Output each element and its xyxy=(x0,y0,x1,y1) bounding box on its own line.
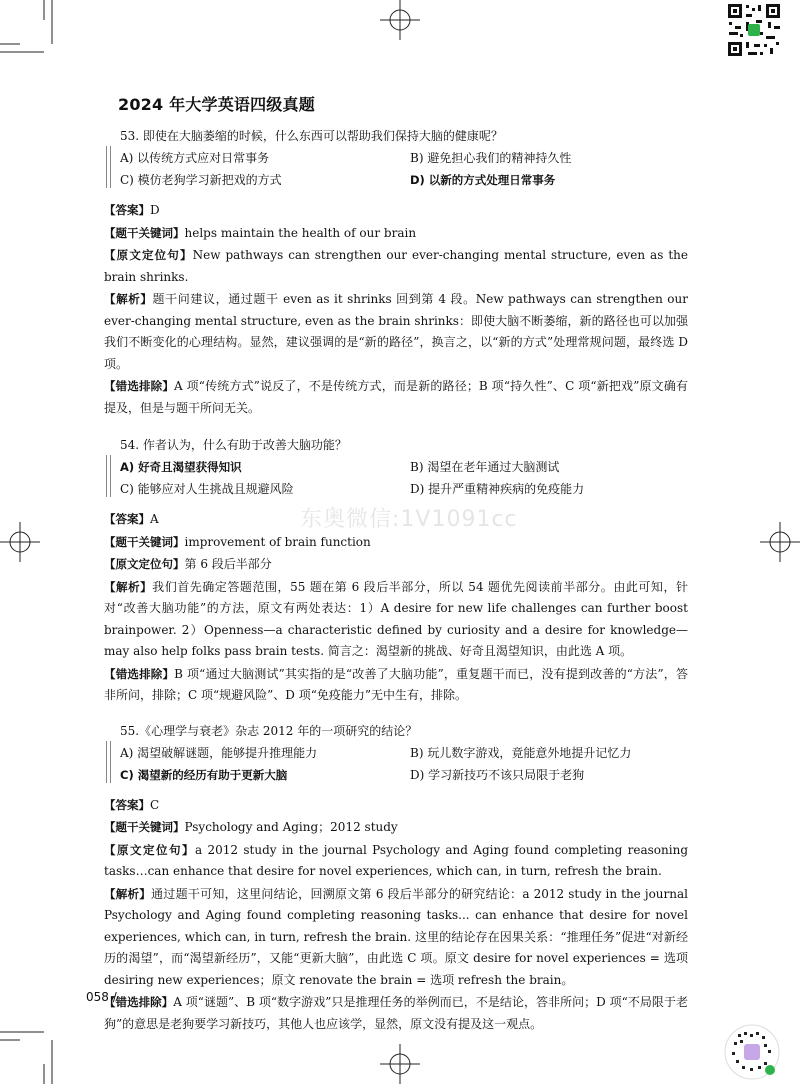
keyword-value: helps maintain the health of our brain xyxy=(184,225,417,240)
watermark: 东奥微信:1V1091cc xyxy=(300,507,518,532)
question xyxy=(104,126,688,190)
answer-line xyxy=(104,795,688,817)
answer-label: 【答案】 xyxy=(104,797,150,812)
option-d: D) 提升严重精神疾病的免疫能力 xyxy=(410,482,585,496)
analysis-label: 【解析】 xyxy=(104,292,153,306)
options xyxy=(120,457,688,499)
locate-line xyxy=(104,840,688,883)
options xyxy=(120,148,688,190)
keyword-line xyxy=(104,532,688,554)
eliminate-line xyxy=(104,376,688,419)
keyword-line xyxy=(104,223,688,245)
question-block xyxy=(104,721,688,1036)
locate-label: 【原文定位句】 xyxy=(104,248,193,262)
option-a-correct: A) 好奇且渴望获得知识 xyxy=(120,460,242,474)
page-number: 058 / xyxy=(86,990,117,1004)
answer-line xyxy=(104,509,688,531)
answer-label: 【答案】 xyxy=(104,203,150,217)
question xyxy=(104,435,688,499)
locate-value: 第 6 段后半部分 xyxy=(184,557,272,571)
keyword-label: 【题干关键词】 xyxy=(104,820,185,834)
options xyxy=(120,743,688,785)
option-b: B) 避免担心我们的精神持久性 xyxy=(410,151,572,165)
answer-value: D xyxy=(150,203,160,217)
question-block xyxy=(104,435,688,707)
analysis-line xyxy=(104,884,688,992)
locate-line xyxy=(104,554,688,576)
locate-value: New pathways can strengthen our ever-changing mental structure, even as the brain shrinks. xyxy=(104,248,688,284)
locate-label: 【原文定位句】 xyxy=(104,557,185,571)
option-a: A) 渴望破解谜题，能够提升推理能力 xyxy=(120,745,318,760)
eliminate-label: 【错选排除】 xyxy=(104,995,174,1009)
locate-label: 【原文定位句】 xyxy=(104,842,196,857)
analysis-value: 题干问建议，通过题干 even as it shrinks 回到第 4 段。New pathways can strengthen our ever-changing mental structure, even as the brain shrinks：即使大脑不断萎缩，新的路径也可以加强我们不断变化的心理结构。显然，建议强调的是“新的路径”，换言之，以“新的方式”处理常规问题，最终选 D 项。 xyxy=(104,292,688,371)
qr-code-icon xyxy=(724,1024,780,1080)
content xyxy=(104,126,688,1035)
option-a: A) 以传统方式应对日常事务 xyxy=(120,151,270,165)
keyword-value: Psychology and Aging；2012 study xyxy=(184,820,398,834)
analysis-value: 我们首先确定答题范围，55 题在第 6 段后半部分，所以 54 题优先阅读前半部分。由此可知，针对“改善大脑功能”的方法，原文有两处表达：1）A desire for new life challenges can further boost brainpower. 2）Openness—a characteristic defined by curiosity and a desire for knowledge—may also help folks pass brain tests. 简言之：渴望新的挑战、好奇且渴望知识，由此选 A 项。 xyxy=(104,579,689,658)
eliminate-value: A 项“谜题”、B 项“数字游戏”只是推理任务的举例而已，不是结论，答非所问；D 项“不局限于老狗”的意思是老狗要学习新技巧，其他人也应该学，显然，原文没有提及这一观点。 xyxy=(104,995,688,1031)
analysis-line xyxy=(104,289,688,375)
answer-value: A xyxy=(150,512,159,526)
question xyxy=(104,721,688,785)
option-b: B) 渴望在老年通过大脑测试 xyxy=(410,460,560,474)
question-block xyxy=(104,126,688,419)
eliminate-label: 【错选排除】 xyxy=(104,666,175,681)
answer-label: 【答案】 xyxy=(104,512,150,526)
option-c: C) 模仿老狗学习新把戏的方式 xyxy=(120,173,282,187)
eliminate-value: A 项“传统方式”说反了，不是传统方式，而是新的路径；B 项“持久性”、C 项“新把戏”原文确有提及，但是与题干所问无关。 xyxy=(104,379,689,415)
locate-value: a 2012 study in the journal Psychology and Aging found completing reasoning tasks…can enhance that desire for novel experiences, which can, in turn, refresh the brain. xyxy=(104,842,689,878)
keyword-label: 【题干关键词】 xyxy=(104,225,185,240)
keyword-value: improvement of brain function xyxy=(184,534,371,549)
question-stem: 53. 即使在大脑萎缩的时候，什么东西可以帮助我们保持大脑的健康呢？ xyxy=(120,129,503,143)
keyword-label: 【题干关键词】 xyxy=(104,534,185,549)
qr-code-icon xyxy=(726,2,782,58)
eliminate-value: B 项“通过大脑测试”其实指的是“改善了大脑功能”，重复题干而已，没有提到改善的“方法”，答非所问，排除；C 项“规避风险”、D 项“免疫能力”无中生有，排除。 xyxy=(104,666,689,702)
eliminate-line xyxy=(104,992,688,1035)
eliminate-line xyxy=(104,664,688,707)
option-b: B) 玩儿数字游戏，竟能意外地提升记忆力 xyxy=(410,745,632,760)
question-stem: 54. 作者认为，什么有助于改善大脑功能？ xyxy=(120,438,347,452)
option-c: C) 能够应对人生挑战且规避风险 xyxy=(120,482,294,496)
eliminate-label: 【错选排除】 xyxy=(104,379,174,393)
answer-line xyxy=(104,200,688,222)
analysis-label: 【解析】 xyxy=(104,579,153,594)
page-title: 2024 年大学英语四级真题 xyxy=(118,95,315,114)
analysis-line xyxy=(104,577,688,663)
answer-value: C xyxy=(150,797,160,812)
option-d: D) 学习新技巧不该只局限于老狗 xyxy=(410,767,585,782)
locate-line xyxy=(104,245,688,288)
option-c-correct: C) 渴望新的经历有助于更新大脑 xyxy=(120,767,288,782)
analysis-label: 【解析】 xyxy=(104,886,152,901)
option-d-correct: D) 以新的方式处理日常事务 xyxy=(410,173,556,187)
analysis-value: 通过题干可知，这里问结论，回溯原文第 6 段后半部分的研究结论：a 2012 study in the journal Psychology and Aging found completing reasoning tasks... can enhance that desire for novel experiences, which can, in turn, refresh the brain. 这里的结论存在因果关系：“推理任务”促进“对新经历的渴望”，而“渴望新经历”，又能“更新大脑”，由此选 C 项。原文 desire for novel experiences = 选项 desiring new experiences；原文 renovate the brain = 选项 refresh the brain。 xyxy=(104,886,688,987)
keyword-line xyxy=(104,817,688,839)
question-stem: 55.《心理学与衰老》杂志 2012 年的一项研究的结论？ xyxy=(120,723,418,738)
